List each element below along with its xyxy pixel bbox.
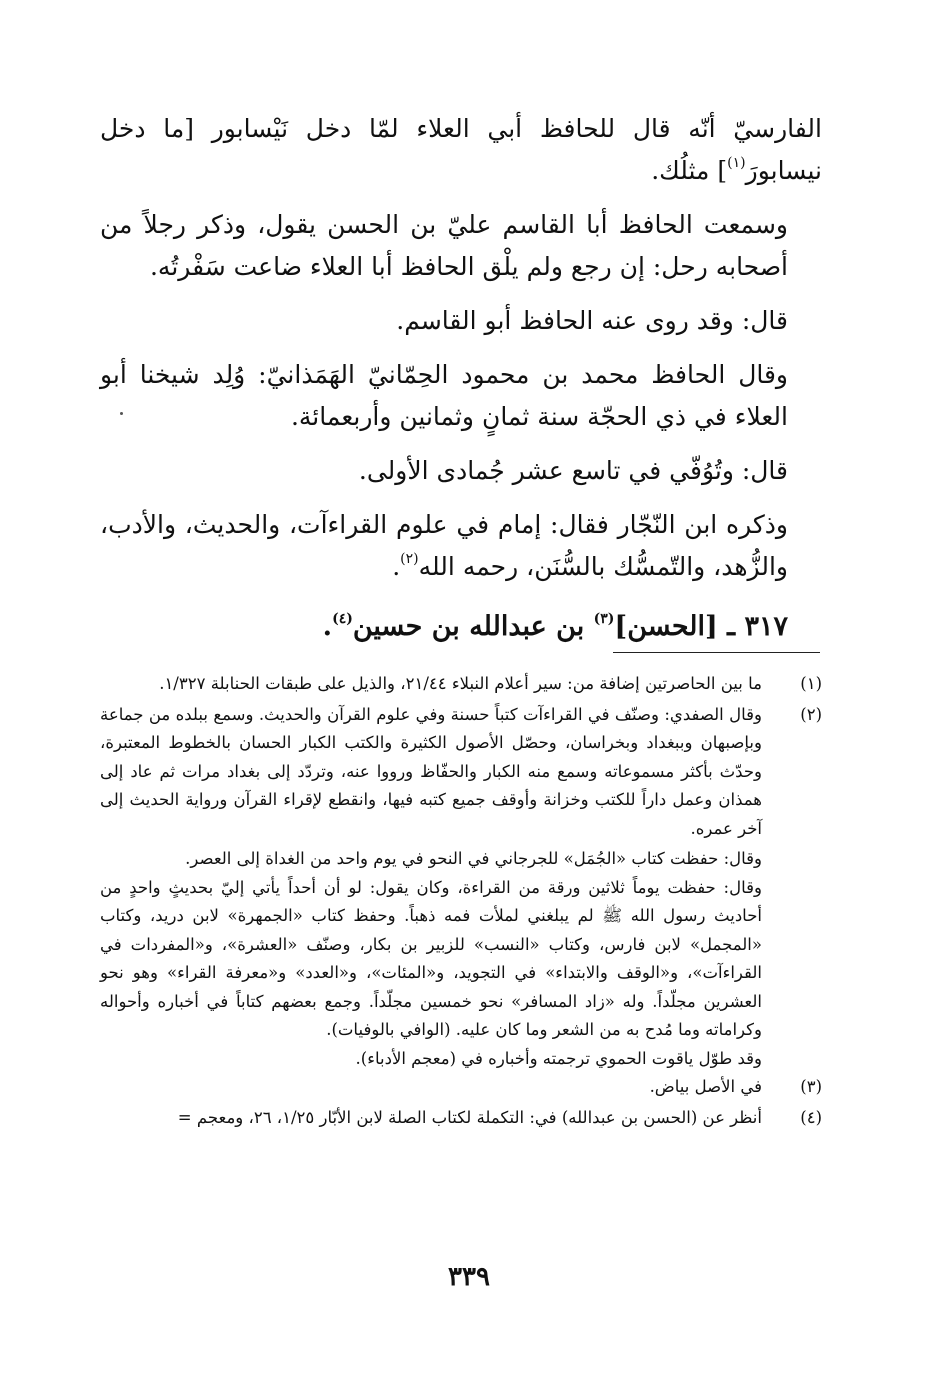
footnote-2-continuation: وقال: حفظت يوماً ثلاثين ورقة من القراءة، وكان يقول: لو أن أحداً يأتي إليّ بحديثٍ واحدٍ من أحاديث رسول الله ﷺ لم يبلغني لملأت فمه ذهباً. وحفظ كتاب «الجمهرة» لابن دريد، وكتاب «المجمل» لابن فارس، وكتاب «النسب» للزبير بن بكار، وصنّف «العشرة»، و«المفردات في القراءآت»، و«الوقف والابتداء» في التجويد، و«المئات»، و«العدد» و«معرفة القراء» وهو نحو العشرين مجلّداً. وله «زاد المسافر» نحو خمسين مجلّداً. وجمع بعضهم كتاباً في أخباره وأحواله وكراماته وما مُدح به من الشعر وما كان عليه. (الوافي بالوفيات). <box>100 877 762 1039</box>
footnote-3 <box>100 1073 822 1102</box>
paragraph-5: قال: وتُوُفّي في تاسع عشر جُمادى الأولى. <box>358 456 788 485</box>
footnote-2-continuation: وقد طوّل ياقوت الحموي ترجمته وأخباره في (معجم الأدباء). <box>355 1048 762 1068</box>
footnote-ref-3: (٣) <box>593 611 615 627</box>
footnote-divider <box>613 652 820 653</box>
footnote-4 <box>100 1104 822 1133</box>
footnotes <box>100 670 822 1134</box>
paragraph-6: وذكره ابن النّجّار فقال: إمام في علوم القراءآت، والحديث، والأدب، والزُّهد، والتّمسُّك بالسُّنَن، رحمه الله$^{(٢)}$. <box>100 510 788 581</box>
footnote-ref-4: (٤) <box>332 611 353 627</box>
footnote-ref-1: (١) <box>727 155 746 171</box>
footnote-ref-2: (٢) <box>400 551 419 567</box>
footnote-number: (٣) <box>800 1077 822 1096</box>
paragraph-1: الفارسيّ أنّه قال للحافظ أبي العلاء لمّا دخل نَيْسابور [ما دخل نيسابورَ$^{(١)}$] مثلُك. <box>100 114 822 185</box>
entry-heading: ٣١٧ ـ [الحسن]$^{(٣)}$ بن عبدالله بن حسين$^{(٤)}$. <box>322 611 788 642</box>
footnote-text: وقال الصفدي: وصنّف في القراءآت كتباً حسنة وفي علوم القرآن والحديث. وسمع ببلده من جماعة وبإصبهان وببغداد وبخراسان، وحصّل الأصول الكثيرة والكتب الكبار الحسان بالخطوط المعتبرة، وحدّث بأكثر مسموعاته وسمع منه الكبار والحفّاظ ورووا عنه، وتردّد إلى بغداد مرات ثم عاد إلى همذان وعمل داراً للكتب وخزانة وأوقف جميع كتبه فيها، وانقطع لإقراء القرآن ورواية الحديث إلى آخر عمره. <box>100 704 762 838</box>
footnote-text: ما بين الحاصرتين إضافة من: سير أعلام النبلاء ٢١/٤٤، والذيل على طبقات الحنابلة ١/٣٢٧. <box>159 674 762 693</box>
footnote-2 <box>100 701 822 844</box>
footnote-number: (١) <box>800 674 822 693</box>
footnote-2-continuation: وقال: حفظت كتاب «الجُمَل» للجرجاني في النحو في يوم واحد من الغداة إلى العصر. <box>185 849 762 868</box>
footnote-text: أنظر عن (الحسن بن عبدالله) في: التكملة لكتاب الصلة لابن الأبّار ١/٢٥، ٢٦، ومعجم = <box>177 1107 762 1127</box>
paragraph-4: وقال الحافظ محمد بن محمود الحِمّانيّ الهَمَذانيّ: وُلِد شيخنا أبو العلاء في ذي الحجّة سنة ثمانٍ وثمانين وأربعمائة. <box>100 360 788 431</box>
scan-speck <box>120 412 123 415</box>
footnote-text: في الأصل بياض. <box>649 1077 762 1096</box>
footnote-1 <box>100 670 822 699</box>
footnote-number: (٢) <box>800 704 822 724</box>
main-text <box>100 108 822 675</box>
paragraph-2: وسمعت الحافظ أبا القاسم عليّ بن الحسن يقول، وذكر رجلاً من أصحابه رحل: إن رجع ولم يلْق الحافظ أبا العلاء ضاعت سَفْرتُه. <box>100 210 788 281</box>
paragraph-3: قال: وقد روى عنه الحافظ أبو القاسم. <box>396 306 788 335</box>
footnote-number: (٤) <box>800 1107 822 1127</box>
page-number: ٣٣٩ <box>448 1262 490 1292</box>
